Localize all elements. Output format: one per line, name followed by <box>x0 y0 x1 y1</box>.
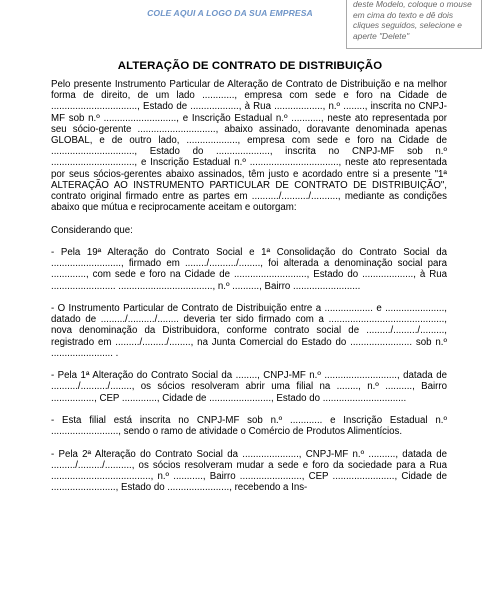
clause-paragraph: - Pela 1ª Alteração do Contrato Social da ........, CNPJ-MF n.º ..........................., datada de ........../........../........, os sócios resolveram abrir uma filial na ........, n.º .........., Bairro ................, CEP ............., Cidade de ......................., Estado do ............................... <box>51 370 447 404</box>
considering-heading: Considerando que: <box>51 224 133 236</box>
instruction-note-box[interactable]: deste Modelo, coloque o mouse em cima do texto e dê dois cliques seguidos, selecione e aperte "Delete" <box>346 0 482 49</box>
document-body <box>51 79 447 493</box>
clause-paragraph: - Pela 19ª Alteração do Contrato Social e 1ª Consolidação do Contrato Social da .........................., firmado em ......../........../........, foi alterada a denominação social para ............., com sede e foro na Cidade de ..........................., Estado do ..................., à Rua ........................ ..................................., n.º .........., Bairro ......................... <box>51 247 447 292</box>
document-title: ALTERAÇÃO DE CONTRATO DE DISTRIBUIÇÃO <box>117 60 383 72</box>
intro-paragraph: Pelo presente Instrumento Particular de Alteração de Contrato de Distribuição e na melhor forma de direito, de um lado ............, empresa com sede e foro na Cidade de ................................, Estado de .................., à Rua .................., n.º ........, inscrita no CNPJ-MF sob n.º ..........................., e Inscrição Estadual n.º ..........., neste ato representada por seu sócio-gerente ............................., abaixo assinado, doravante denominada apenas GLOBAL, e de outro lado, ..................., empresa com sede e foro na Cidade de ..............................., Estado do ...................., inscrita no CNPJ-MF sob n.º ..............................., e Inscrição Estadual n.º ................................., neste ato representada por seus sócios-gerentes abaixo assinados, têm justo e acordado entre si a presente "1ª ALTERAÇÃO AO INSTRUMENTO PARTICULAR DE CONTRATO DE DISTRIBUIÇÃO", contrato original firmado entre as partes em ........../........../.........., mediante as condições abaixo que mútua e reciprocamente aceitam e outorgam: <box>51 79 447 214</box>
clause-paragraph: - O Instrumento Particular de Contrato de Distribuição entre a .................. e ......................, datado de ........./........../........ deveria ter sido firmado com a ..........................................., nova denominação da Distribuidora, conforme contrato social de ........./........./........., registrado em ........./........./........, na Junta Comercial do Estado do ....................... sob n.º ....................... . <box>51 303 447 359</box>
clause-paragraph: - Pela 2ª Alteração do Contrato Social da ....................., CNPJ-MF n.º .........., datada de ........./........./.........., os sócios resolveram mudar a sede e foro da sociedade para a Rua ....................................., n.º ..........., Bairro ......................., CEP ......................., Cidade de ........................, Estado do ......................., recebendo a Ins- <box>51 448 447 494</box>
clause-paragraph: - Esta filial está inscrita no CNPJ-MF sob n.º ............ e Inscrição Estadual n.º ........................., sendo o ramo de atividade o Comércio de Produtos Alimentícios. <box>51 415 447 438</box>
logo-placeholder: COLE AQUI A LOGO DA SUA EMPRESA <box>147 8 313 18</box>
